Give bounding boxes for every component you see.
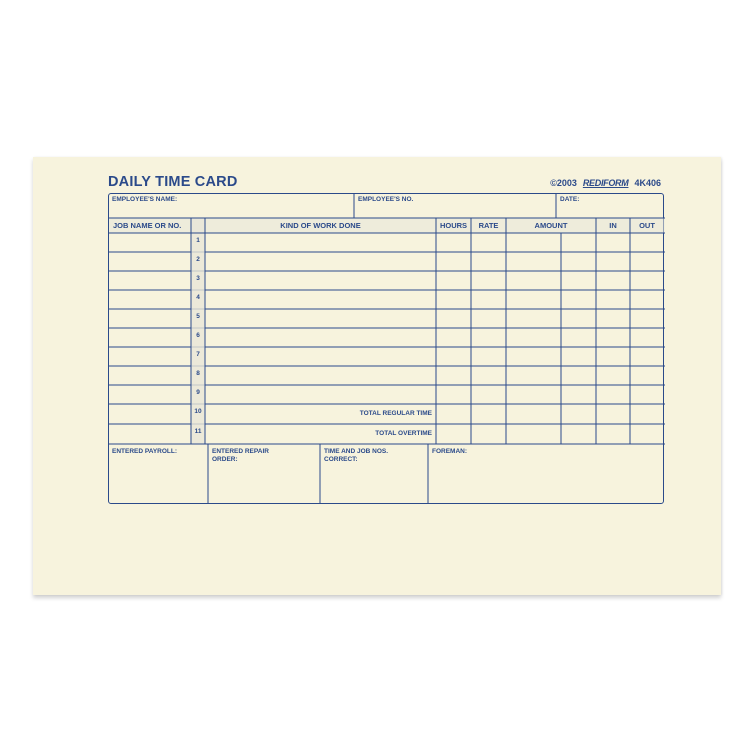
row-number: 7	[196, 351, 200, 358]
row-number: 9	[196, 389, 200, 396]
entered-payroll-field[interactable]: ENTERED PAYROLL:	[112, 448, 178, 455]
row-number: 5	[196, 313, 200, 320]
card-title: DAILY TIME CARD	[108, 174, 238, 190]
col-header-in: IN	[609, 221, 617, 230]
col-header-amount: AMOUNT	[534, 221, 568, 230]
employee-no-field[interactable]: EMPLOYEE'S NO.	[358, 196, 414, 203]
row-number: 10	[194, 408, 202, 415]
col-header-hours: HOURS	[439, 221, 468, 230]
total-overtime-label: TOTAL OVERTIME	[375, 430, 432, 437]
row-number: 1	[196, 237, 200, 244]
row-number: 4	[196, 294, 200, 301]
col-header-out: OUT	[639, 221, 655, 230]
time-job-correct-label-line2: CORRECT:	[324, 456, 358, 463]
row-number: 2	[196, 256, 200, 263]
row-number: 3	[196, 275, 200, 282]
time-card-form	[108, 193, 664, 504]
col-header-work: KIND OF WORK DONE	[280, 221, 361, 230]
row-number: 6	[196, 332, 200, 339]
time-job-correct-field[interactable]: TIME AND JOB NOS.	[324, 448, 389, 455]
entered-repair-order-label-line2: ORDER:	[212, 456, 238, 463]
date-field[interactable]: DATE:	[560, 196, 580, 203]
col-header-rate: RATE	[478, 221, 499, 230]
entered-repair-order-field[interactable]: ENTERED REPAIR	[212, 448, 269, 455]
total-regular-time-label: TOTAL REGULAR TIME	[359, 410, 432, 417]
row-number: 8	[196, 370, 200, 377]
foreman-field[interactable]: FOREMAN:	[432, 448, 468, 455]
brand-logo: REDIFORM	[582, 178, 629, 188]
time-card	[33, 157, 721, 595]
copyright-text: ©2003	[550, 178, 577, 188]
col-header-job: JOB NAME OR NO.	[113, 221, 182, 230]
employee-name-field[interactable]: EMPLOYEE'S NAME:	[112, 196, 178, 203]
row-number: 11	[194, 428, 202, 435]
model-number: 4K406	[634, 178, 661, 188]
card-corner-info	[550, 178, 661, 188]
